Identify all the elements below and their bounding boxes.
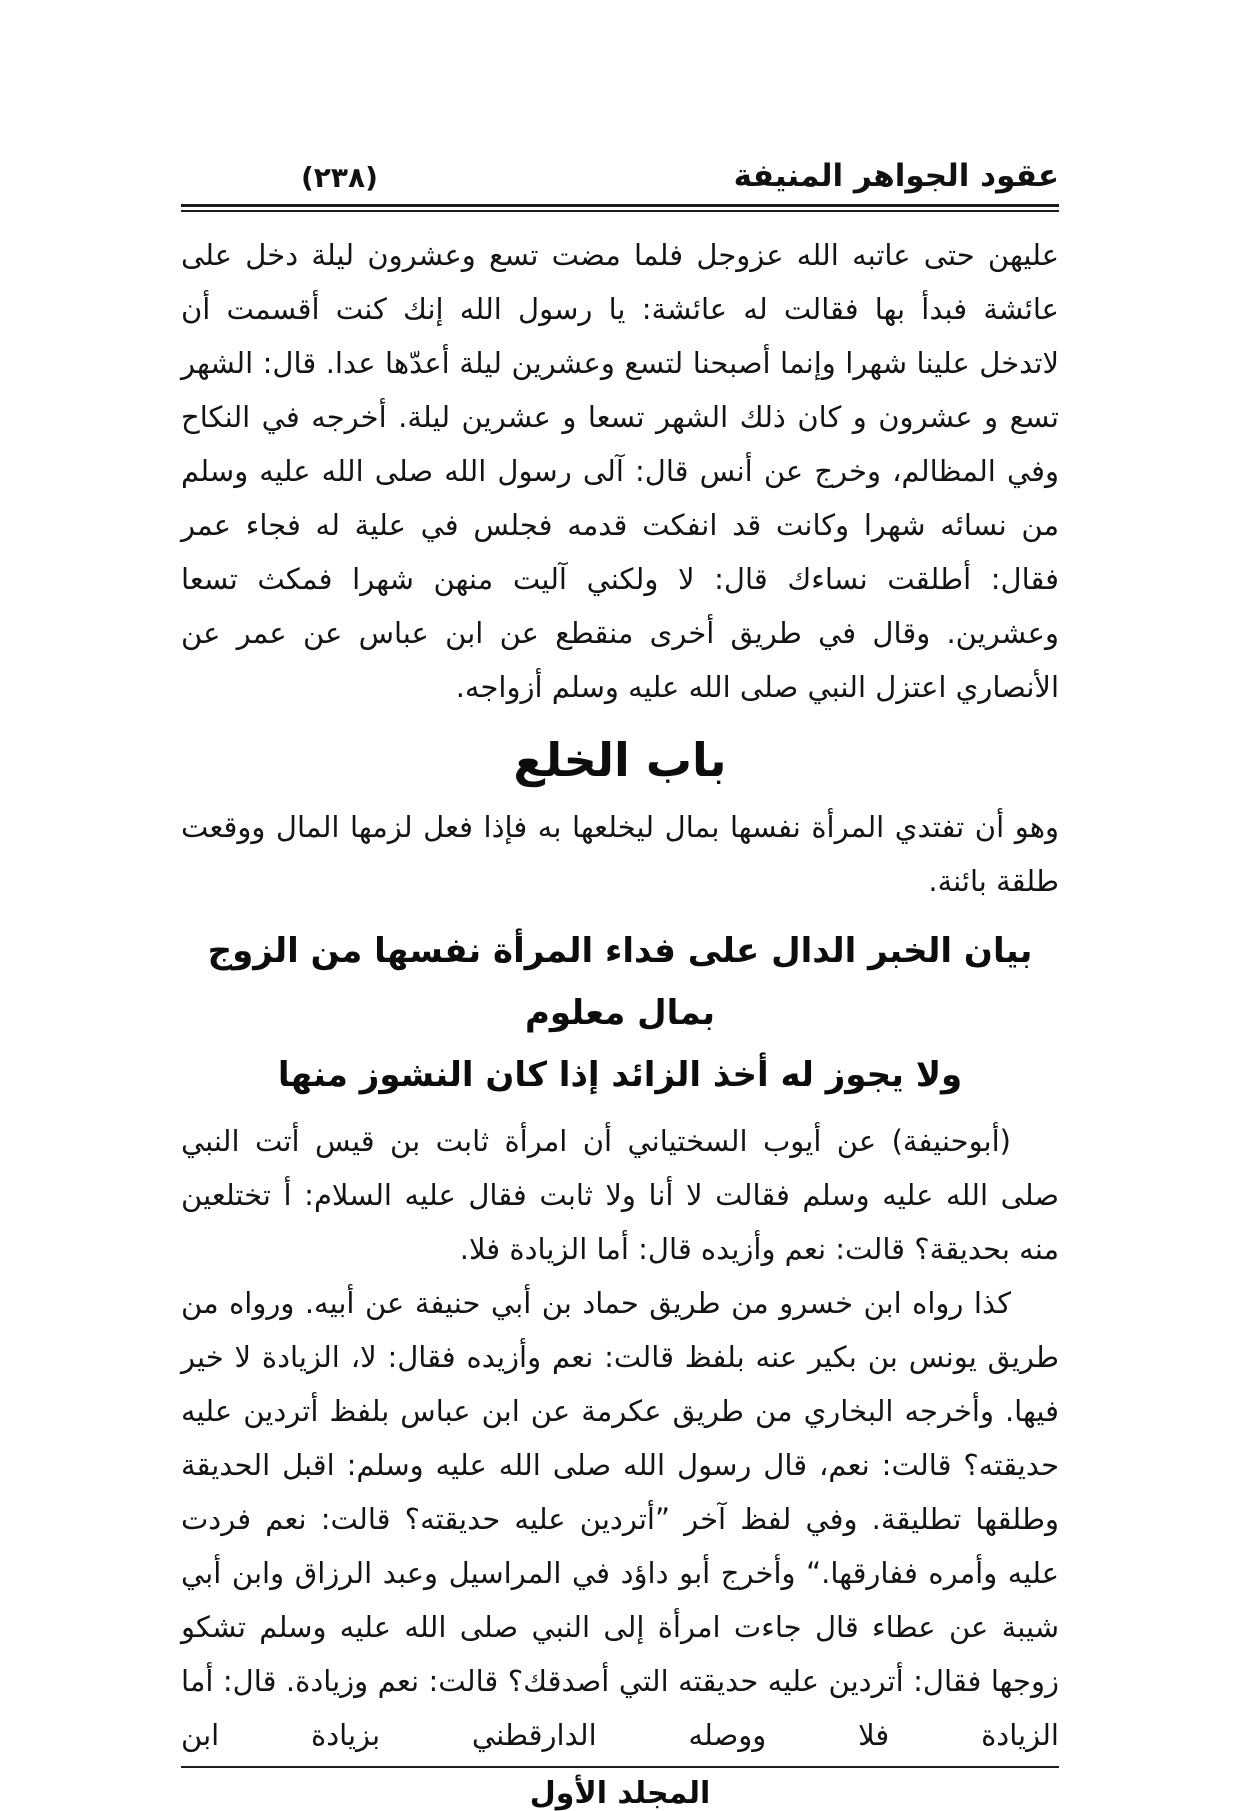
- section-heading-line-1: بيان الخبر الدال على فداء المرأة نفسها من الزوج بمال معلوم: [207, 931, 1033, 1033]
- chapter-heading-khul: باب الخلع: [513, 733, 727, 787]
- paragraph-khul-definition: وهو أن تفتدي المرأة نفسها بمال ليخلعها به فإذا فعل لزمها المال ووقعت طلقة بائنة.: [181, 810, 1059, 898]
- paragraph-abu-hanifa-narration: (أبوحنيفة) عن أيوب السختياني أن امرأة ثابت بن قيس أتت النبي صلى الله عليه وسلم فقالت لا أنا ولا ثابت فقال عليه السلام: أ تختلعين منه بحديقة؟ قالت: نعم وأزيده قال: أما الزيادة فلا.: [181, 1124, 1059, 1266]
- book-title: عقود الجواهر المنيفة: [733, 158, 1059, 194]
- section-heading: [181, 920, 1059, 1106]
- page-number: (٢٣٨): [301, 161, 378, 194]
- volume-label: المجلد الأول: [529, 1776, 711, 1811]
- paragraph-hadith-continuation: عليهن حتى عاتبه الله عزوجل فلما مضت تسع وعشرون ليلة دخل على عائشة فبدأ بها فقالت له عائشة: يا رسول الله إنك كنت أقسمت أن لاتدخل علينا شهرا وإنما أصبحنا لتسع وعشرين ليلة أعدّها عدا. قال: الشهر تسع و عشرون و كان ذلك الشهر تسعا و عشرين ليلة. أخرجه في النكاح وفي المظالم، وخرج عن أنس قال: آلى رسول الله صلى الله عليه وسلم من نسائه شهرا وكانت قد انفكت قدمه فجلس في علية له فجاء عمر فقال: أطلقت نساءك قال: لا ولكني آليت منهن شهرا فمكث تسعا وعشرين. وقال في طريق أخرى منقطع عن ابن عباس عن عمر عن الأنصاري اعتزل النبي صلى الله عليه وسلم أزواجه.: [181, 238, 1059, 704]
- section-heading-line-2: ولا يجوز له أخذ الزائد إذا كان النشوز منها: [277, 1055, 963, 1095]
- page-content: [181, 0, 1059, 1811]
- body-text: [181, 228, 1059, 1762]
- header-double-rule: [181, 204, 1059, 212]
- footer-rule: [181, 1766, 1059, 1768]
- page-header: [181, 158, 1059, 194]
- paragraph-narration-chains: كذا رواه ابن خسرو من طريق حماد بن أبي حنيفة عن أبيه. ورواه من طريق يونس بن بكير عنه بلفظ قالت: نعم وأزيده فقال: لا، الزيادة لا خير فيها. وأخرجه البخاري من طريق عكرمة عن ابن عباس بلفظ أتردين عليه حديقته؟ قالت: نعم، قال رسول الله صلى الله عليه وسلم: اقبل الحديقة وطلقها تطليقة. وفي لفظ آخر ”أتردين عليه حديقته؟ قالت: نعم فردت عليه وأمره ففارقها.“ وأخرج أبو داؤد في المراسيل وعبد الرزاق وابن أبي شيبة عن عطاء قال جاءت امرأة إلى النبي صلى الله عليه وسلم تشكو زوجها فقال: أتردين عليه حديقته التي أصدقك؟ قالت: نعم وزيادة. قال: أما الزيادة فلا ووصله الدارقطني بزيادة ابن: [181, 1286, 1059, 1752]
